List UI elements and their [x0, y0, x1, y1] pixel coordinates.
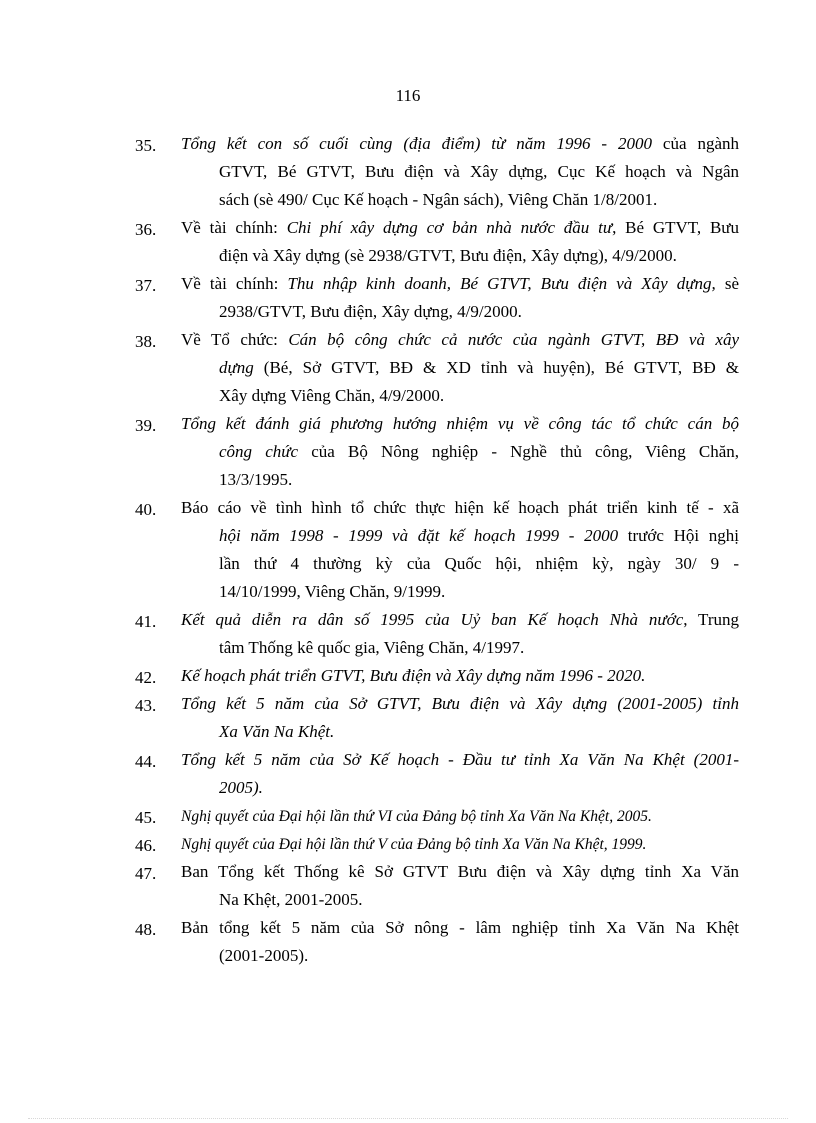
italic-title-text: Tổng kết 5 năm của Sở GTVT, Bưu điện và Xây dựng (2001-2005) tỉnh — [181, 694, 739, 713]
reference-text-segment: GTVT, Bé GTVT, Bưu điện và Xây dựng, Cục Kế hoạch và Ngân — [219, 162, 739, 181]
reference-text — [181, 662, 739, 690]
reference-text-segment: , Bé GTVT, Bưu — [612, 218, 739, 237]
reference-line — [181, 410, 739, 438]
reference-line — [181, 130, 739, 158]
reference-text-segment: 13/3/1995. — [219, 470, 293, 489]
italic-title-text: Xa Văn Na Khệt. — [219, 722, 335, 741]
italic-title-text: Chi phí xây dựng cơ bản nhà nước đầu tư — [286, 218, 613, 237]
italic-title-text: Tổng kết 5 năm của Sở Kế hoạch - Đầu tư tỉnh Xa Văn Na Khệt (2001- — [181, 750, 739, 769]
reference-text-segment: điện và Xây dựng (sè 2938/GTVT, Bưu điện, Xây dựng), 4/9/2000. — [219, 246, 677, 265]
reference-text-segment: lần thứ 4 thường kỳ của Quốc hội, nhiệm kỳ, ngày 30/ 9 - — [219, 554, 739, 573]
reference-line — [181, 774, 739, 802]
reference-number: 45. — [135, 808, 157, 827]
reference-number: 41. — [135, 612, 157, 631]
italic-title-text: công chức — [219, 442, 299, 461]
reference-line — [181, 326, 739, 354]
reference-line — [181, 466, 739, 494]
reference-text — [181, 606, 739, 662]
reference-text — [181, 410, 739, 494]
italic-title-text: dựng — [219, 358, 254, 377]
reference-text-segment: (2001-2005). — [219, 946, 309, 965]
reference-text — [181, 802, 739, 831]
italic-title-text: Kết quả diễn ra dân số 1995 của Uỷ ban Kế hoạch Nhà nước — [181, 610, 684, 629]
reference-line — [181, 662, 739, 690]
reference-text-segment: tâm Thống kê quốc gia, Viêng Chăn, 4/1997. — [219, 638, 525, 657]
reference-text — [181, 746, 739, 802]
italic-title-text: 2005). — [219, 778, 263, 797]
reference-line — [181, 186, 739, 214]
reference-line — [181, 858, 739, 886]
reference-number: 42. — [135, 668, 157, 687]
italic-title-text: Tổng kết con số cuối cùng (địa điểm) từ năm 1996 - 2000 — [181, 134, 652, 153]
reference-number: 37. — [135, 276, 157, 295]
reference-number: 48. — [135, 920, 157, 939]
reference-text — [181, 214, 739, 270]
reference-text-segment: sách (sè 490/ Cục Kế hoạch - Ngân sách), Viêng Chăn 1/8/2001. — [219, 190, 658, 209]
reference-line — [181, 606, 739, 634]
reference-number: 40. — [135, 500, 157, 519]
reference-line — [181, 494, 739, 522]
page-number: 116 — [395, 86, 421, 105]
reference-line — [181, 746, 739, 774]
reference-line — [181, 914, 739, 942]
italic-title-text: Cán bộ công chức cả nước của ngành GTVT, BĐ và xây — [288, 330, 739, 349]
reference-line — [181, 522, 739, 550]
reference-text-segment: Về tài chính: — [181, 274, 288, 293]
reference-text-segment: của Bộ Nông nghiệp - Nghề thủ công, Viêng Chăn, — [298, 442, 739, 461]
reference-line — [181, 298, 739, 326]
reference-line — [181, 578, 739, 606]
reference-line — [181, 634, 739, 662]
reference-line — [181, 942, 739, 970]
reference-number: 35. — [135, 136, 157, 155]
reference-text — [181, 130, 739, 214]
reference-line — [181, 214, 739, 242]
reference-line — [181, 242, 739, 270]
italic-title-text: Kế hoạch phát triển GTVT, Bưu điện và Xây dựng năm 1996 - 2020. — [181, 666, 646, 685]
reference-text — [181, 830, 739, 859]
reference-number: 44. — [135, 752, 157, 771]
reference-line — [181, 718, 739, 746]
reference-text-segment: Về tài chính: — [181, 218, 287, 237]
italic-title-text: Thu nhập kinh doanh, Bé GTVT, Bưu điện và Xây dựng, — [287, 274, 716, 293]
reference-text — [181, 494, 739, 606]
italic-title-text: Tổng kết đánh giá phương hướng nhiệm vụ về công tác tổ chức cán bộ — [181, 414, 739, 433]
reference-text-segment: của ngành — [651, 134, 739, 153]
reference-text — [181, 326, 739, 410]
reference-number: 38. — [135, 332, 157, 351]
reference-line — [181, 802, 739, 831]
reference-text — [181, 690, 739, 746]
reference-number: 47. — [135, 864, 157, 883]
reference-text-segment: Xây dựng Viêng Chăn, 4/9/2000. — [219, 386, 445, 405]
reference-text-segment: 14/10/1999, Viêng Chăn, 9/1999. — [219, 582, 446, 601]
reference-line — [181, 158, 739, 186]
italic-title-text: hội năm 1998 - 1999 và đặt kế hoạch 1999 - 2000 — [219, 526, 619, 545]
reference-text — [181, 270, 739, 326]
reference-number: 46. — [135, 836, 157, 855]
reference-text-segment: 2938/GTVT, Bưu điện, Xây dựng, 4/9/2000. — [219, 302, 522, 321]
reference-line — [181, 438, 739, 466]
reference-number: 39. — [135, 416, 157, 435]
reference-number: 36. — [135, 220, 157, 239]
reference-text-segment: trước Hội nghị — [618, 526, 739, 545]
reference-text-segment: (Bé, Sở GTVT, BĐ & XD tỉnh và huyện), Bé GTVT, BĐ & — [253, 358, 739, 377]
reference-line — [181, 550, 739, 578]
reference-text-segment: , Trung — [683, 610, 739, 629]
reference-line — [181, 886, 739, 914]
italic-title-text: Nghị quyết của Đại hội lần thứ VI của Đảng bộ tỉnh Xa Văn Na Khệt, 2005. — [181, 808, 652, 825]
reference-line — [181, 690, 739, 718]
reference-text-segment: Bản tổng kết 5 năm của Sở nông - lâm nghiệp tỉnh Xa Văn Na Khệt — [181, 918, 739, 937]
reference-text-segment: Về Tổ chức: — [181, 330, 289, 349]
reference-text-segment: Na Khệt, 2001-2005. — [219, 890, 363, 909]
reference-text — [181, 858, 739, 914]
reference-line — [181, 354, 739, 382]
reference-text-segment: sè — [715, 274, 740, 293]
italic-title-text: Nghị quyết của Đại hội lần thứ V của Đảng bộ tỉnh Xa Văn Na Khệt, 1999. — [181, 836, 647, 853]
reference-line — [181, 830, 739, 859]
reference-number: 43. — [135, 696, 157, 715]
reference-line — [181, 382, 739, 410]
reference-text — [181, 914, 739, 970]
reference-text-segment: Báo cáo về tình hình tổ chức thực hiện kế hoạch phát triển kinh tế - xã — [181, 498, 739, 517]
reference-text-segment: Ban Tổng kết Thống kê Sở GTVT Bưu điện và Xây dựng tỉnh Xa Văn — [181, 862, 739, 881]
footer-divider — [28, 1118, 788, 1119]
reference-line — [181, 270, 739, 298]
